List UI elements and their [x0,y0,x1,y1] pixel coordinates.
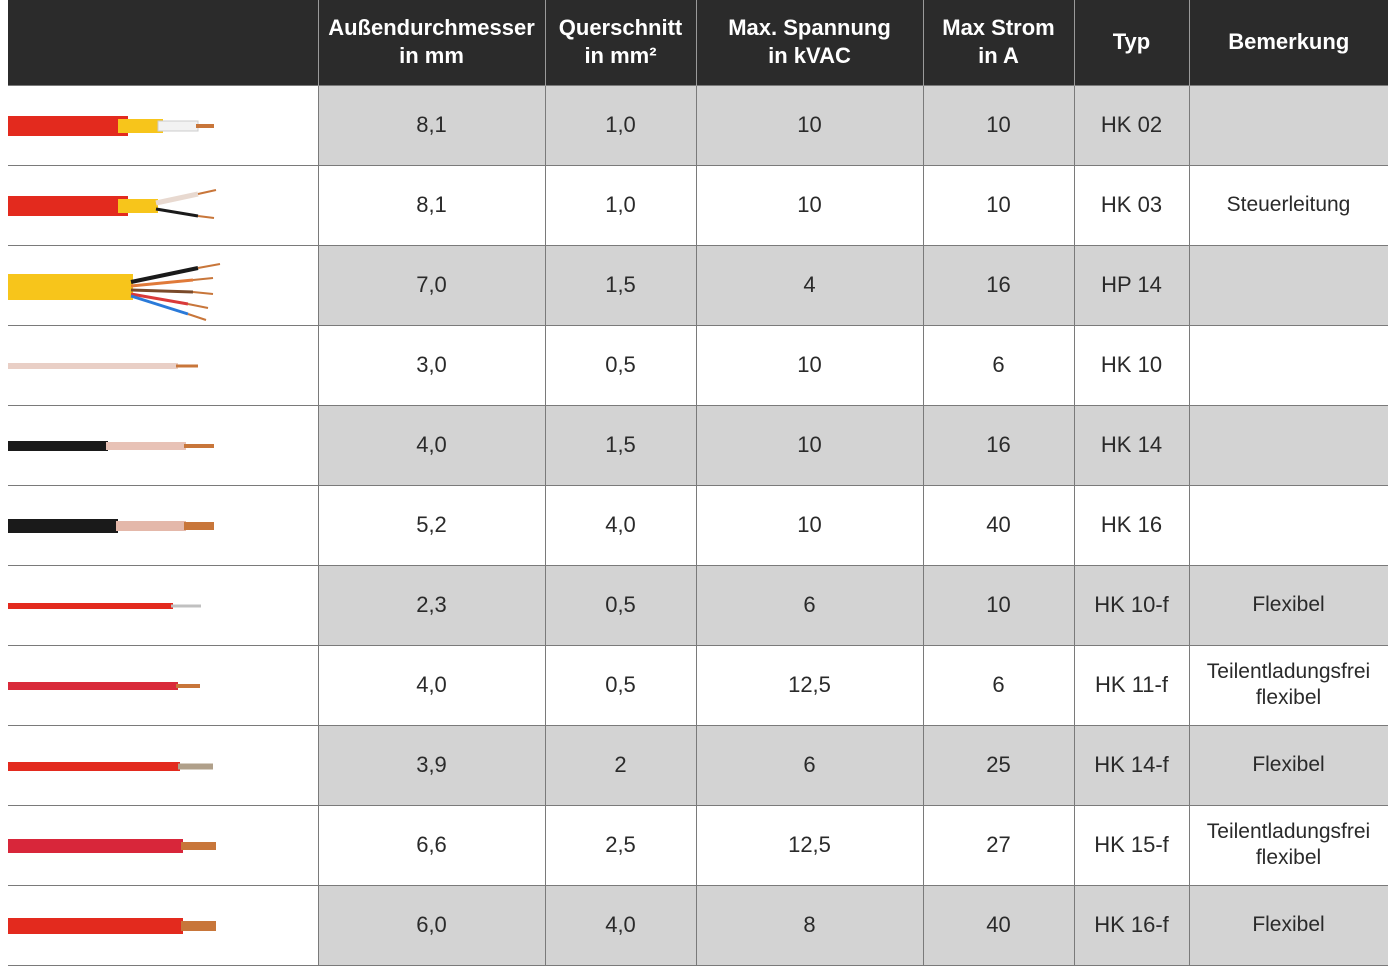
max-current-cell: 40 [923,885,1074,965]
outer-diameter-cell: 4,0 [318,405,545,485]
remark-cell [1189,165,1388,245]
remark-line2: flexibel [1255,846,1322,869]
header-image [8,0,318,85]
max-voltage-cell: 6 [696,565,923,645]
max-voltage-cell: 10 [696,325,923,405]
type-cell: HK 16-f [1074,885,1189,965]
cable-image-cell [8,885,318,965]
outer-diameter-cell: 3,9 [318,725,545,805]
cross-section-cell: 4,0 [545,885,696,965]
remark-cell [1189,885,1388,965]
table-row [8,85,1388,165]
table-header [8,0,1388,85]
cable-image-cell [8,85,318,165]
outer-diameter-cell: 4,0 [318,645,545,725]
table-row [8,565,1388,645]
cross-section-cell: 2,5 [545,805,696,885]
max-current-cell: 6 [923,325,1074,405]
cable-image-cell [8,565,318,645]
cross-section-cell: 1,0 [545,165,696,245]
remark-text: Flexibel [1252,593,1325,616]
cable-spec-table [8,0,1388,966]
cable-image-cell [8,725,318,805]
cross-section-cell: 4,0 [545,485,696,565]
max-voltage-cell: 4 [696,245,923,325]
header-remark-line1: Bemerkung [1228,29,1350,55]
cable-photo [8,806,318,885]
cable-image-cell [8,485,318,565]
header-cross-section [545,0,696,85]
header-max-voltage-line2: in kVAC [768,43,851,69]
max-voltage-cell: 12,5 [696,805,923,885]
cable-image-cell [8,805,318,885]
type-cell: HK 02 [1074,85,1189,165]
max-current-cell: 10 [923,565,1074,645]
type-cell: HP 14 [1074,245,1189,325]
table-row [8,405,1388,485]
type-cell: HK 11-f [1074,645,1189,725]
outer-diameter-cell: 6,0 [318,885,545,965]
cross-section-cell: 1,5 [545,245,696,325]
max-current-cell: 16 [923,245,1074,325]
cable-photo [8,326,318,405]
cable-photo [8,406,318,485]
remark-line1: Teilentladungsfrei [1206,820,1371,843]
header-max-current-line2: in A [978,43,1019,69]
cable-image-cell [8,325,318,405]
header-outer-diameter [318,0,545,85]
max-current-cell: 16 [923,405,1074,485]
cable-photo [8,566,318,645]
cross-section-cell: 0,5 [545,645,696,725]
max-voltage-cell: 6 [696,725,923,805]
header-max-voltage-line1: Max. Spannung [728,15,891,41]
type-cell: HK 14-f [1074,725,1189,805]
header-cross-section-line2: in mm² [584,43,657,69]
table-row [8,325,1388,405]
cable-image-cell [8,245,318,325]
header-outer-diameter-line1: Außendurchmesser [328,15,535,41]
table-row [8,165,1388,245]
remark-cell [1189,325,1388,405]
table-row [8,645,1388,725]
header-max-voltage [696,0,923,85]
max-voltage-cell: 10 [696,405,923,485]
max-voltage-cell: 10 [696,85,923,165]
type-cell: HK 16 [1074,485,1189,565]
header-cross-section-line1: Querschnitt [558,15,683,41]
max-current-cell: 6 [923,645,1074,725]
cable-photo [8,246,318,325]
header-outer-diameter-line2: in mm [399,43,464,69]
cable-photo [8,486,318,565]
cable-photo [8,726,318,805]
outer-diameter-cell: 6,6 [318,805,545,885]
cable-image-cell [8,165,318,245]
max-current-cell: 10 [923,85,1074,165]
remark-cell [1189,85,1388,165]
max-voltage-cell: 10 [696,485,923,565]
outer-diameter-cell: 7,0 [318,245,545,325]
type-cell: HK 10 [1074,325,1189,405]
max-voltage-cell: 10 [696,165,923,245]
remark-cell [1189,245,1388,325]
outer-diameter-cell: 5,2 [318,485,545,565]
type-cell: HK 14 [1074,405,1189,485]
cable-image-cell [8,405,318,485]
header-max-current-line1: Max Strom [942,15,1055,41]
cross-section-cell: 1,0 [545,85,696,165]
cable-photo [8,646,318,725]
remark-cell [1189,485,1388,565]
cable-photo [8,166,318,245]
header-row [8,0,1388,85]
max-current-cell: 25 [923,725,1074,805]
max-current-cell: 27 [923,805,1074,885]
cross-section-cell: 0,5 [545,565,696,645]
table-row [8,885,1388,965]
remark-text: Steuerleitung [1226,193,1351,216]
remark-line1: Teilentladungsfrei [1206,660,1371,683]
outer-diameter-cell: 3,0 [318,325,545,405]
remark-cell [1189,805,1388,885]
remark-cell [1189,725,1388,805]
remark-cell [1189,565,1388,645]
cable-image-cell [8,645,318,725]
header-type-line1: Typ [1112,29,1151,55]
table-row [8,245,1388,325]
table-row [8,725,1388,805]
max-current-cell: 10 [923,165,1074,245]
table-row [8,805,1388,885]
remark-line2: flexibel [1255,686,1322,709]
cable-photo [8,86,318,165]
cross-section-cell: 1,5 [545,405,696,485]
cross-section-cell: 2 [545,725,696,805]
remark-cell [1189,645,1388,725]
cable-photo [8,886,318,965]
max-voltage-cell: 8 [696,885,923,965]
header-max-current [923,0,1074,85]
header-type [1074,0,1189,85]
max-current-cell: 40 [923,485,1074,565]
outer-diameter-cell: 8,1 [318,165,545,245]
table-body [8,85,1388,965]
cross-section-cell: 0,5 [545,325,696,405]
max-voltage-cell: 12,5 [696,645,923,725]
table-row [8,485,1388,565]
type-cell: HK 10-f [1074,565,1189,645]
outer-diameter-cell: 2,3 [318,565,545,645]
remark-cell [1189,405,1388,485]
header-remark [1189,0,1388,85]
type-cell: HK 03 [1074,165,1189,245]
remark-text: Flexibel [1252,913,1325,936]
outer-diameter-cell: 8,1 [318,85,545,165]
remark-text: Flexibel [1252,753,1325,776]
type-cell: HK 15-f [1074,805,1189,885]
